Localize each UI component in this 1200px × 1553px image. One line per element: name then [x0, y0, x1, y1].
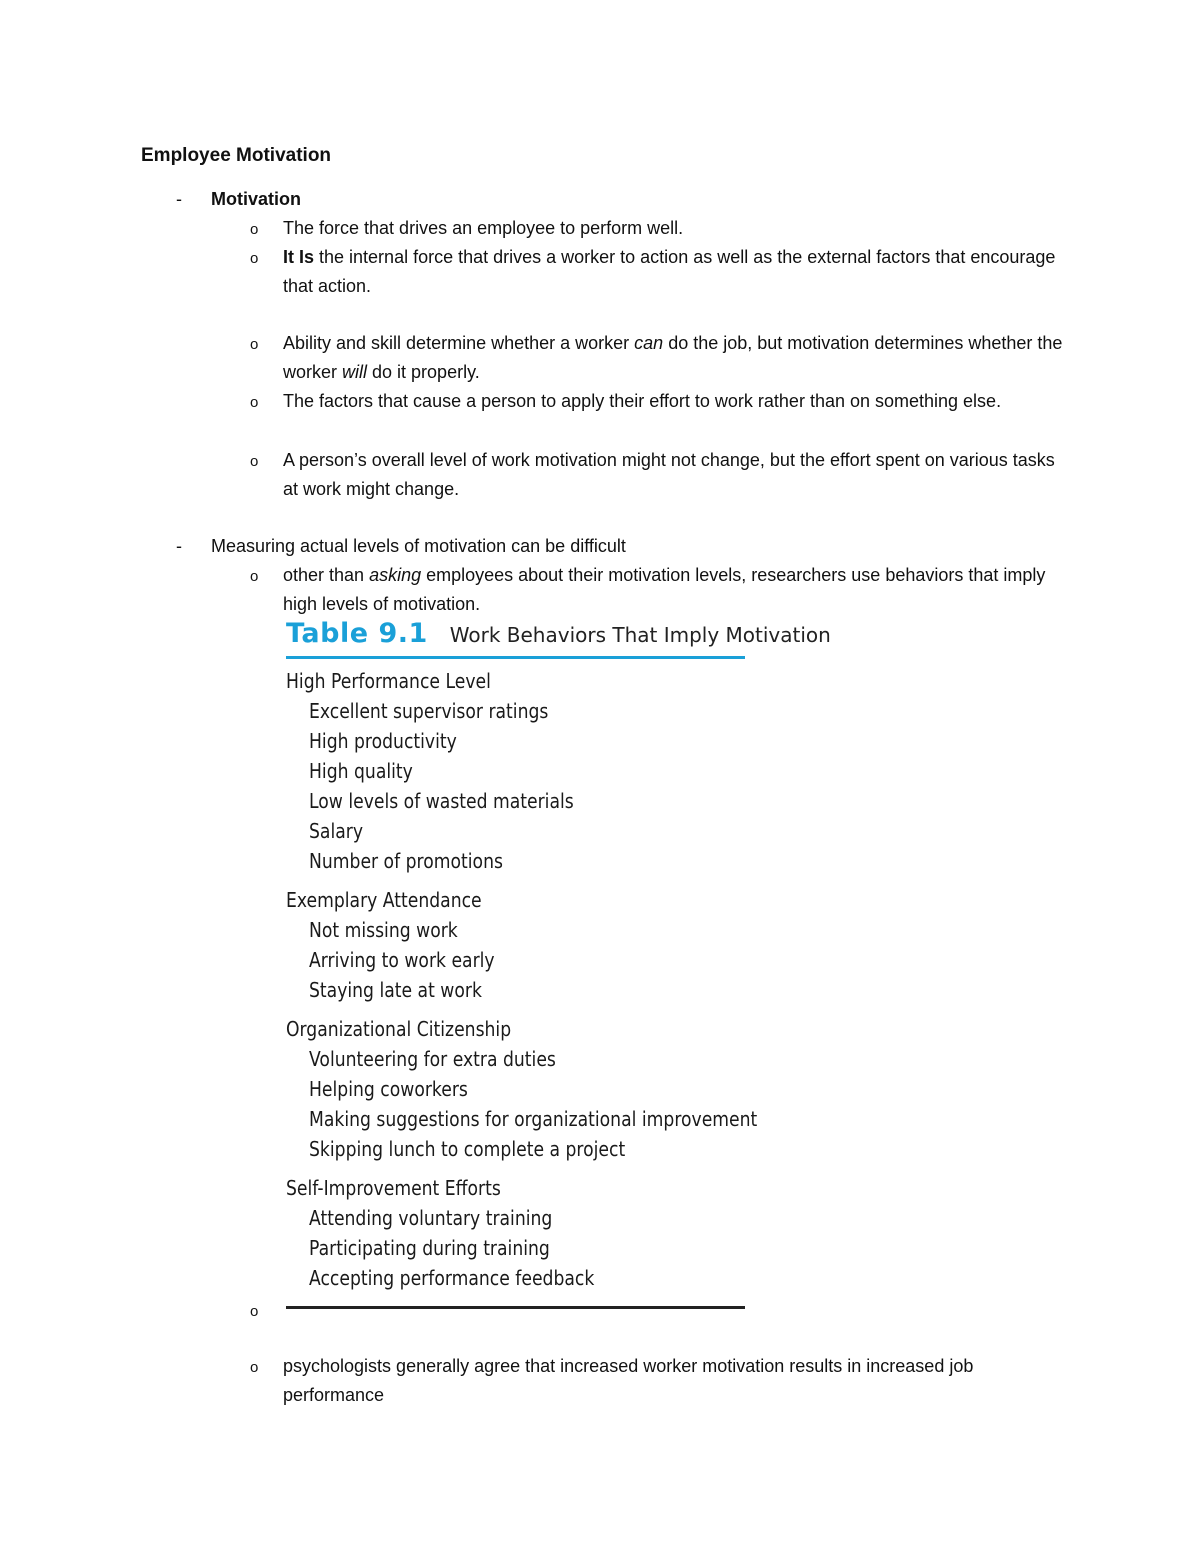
table-item: Number of promotions	[309, 849, 503, 873]
bullet-marker: o	[250, 221, 259, 238]
emphasis-text: will	[342, 362, 368, 382]
table-bottom-rule	[286, 1306, 745, 1309]
bullet-marker: o	[250, 453, 259, 470]
table-category: Organizational Citizenship	[286, 1017, 512, 1041]
table-item: Not missing work	[309, 918, 458, 942]
text-segment: other than	[283, 565, 370, 585]
bold-prefix: It Is	[283, 247, 315, 267]
table-title: Work Behaviors That Imply Motivation	[449, 623, 831, 647]
table-item: Salary	[309, 819, 364, 843]
text-segment: do it properly.	[367, 362, 480, 382]
table-item: Excellent supervisor ratings	[309, 699, 549, 723]
emphasis-text: asking	[369, 565, 422, 585]
bullet-marker: o	[250, 568, 259, 585]
text-segment: do the job, but motivation determines whether the worker	[283, 333, 1063, 382]
table-top-rule	[286, 656, 745, 659]
emphasis-text: can	[634, 333, 664, 353]
bullet-marker: o	[250, 394, 259, 411]
table-category: High Performance Level	[286, 669, 491, 693]
bullet-text	[283, 329, 1063, 387]
table-item: Attending voluntary training	[309, 1206, 553, 1230]
table-caption	[286, 618, 831, 654]
table-item: Arriving to work early	[309, 948, 495, 972]
bullet-text: psychologists generally agree that increased worker motivation results in increased job performance	[283, 1356, 974, 1405]
bullet-text	[283, 243, 1063, 301]
bullet-marker: o	[250, 1303, 259, 1320]
table-item: Skipping lunch to complete a project	[309, 1137, 626, 1161]
table-item: Making suggestions for organizational improvement	[309, 1107, 758, 1131]
table-item: Low levels of wasted materials	[309, 789, 574, 813]
table-item: Volunteering for extra duties	[309, 1047, 556, 1071]
dash-marker: -	[176, 189, 182, 209]
table-item: Accepting performance feedback	[309, 1266, 595, 1290]
dash-marker: -	[176, 536, 182, 556]
bullet-marker: o	[250, 1359, 259, 1376]
table-item: High productivity	[309, 729, 457, 753]
bullet-marker: o	[250, 336, 259, 353]
table-item: Helping coworkers	[309, 1077, 468, 1101]
table-item: Participating during training	[309, 1236, 550, 1260]
table-category: Self-Improvement Efforts	[286, 1176, 501, 1200]
table-number: Table 9.1	[286, 618, 428, 649]
table-item: Staying late at work	[309, 978, 482, 1002]
document-title: Employee Motivation	[141, 145, 332, 166]
table-item: High quality	[309, 759, 413, 783]
bullet-text: A person’s overall level of work motivation might not change, but the effort spent on various tasks at work might change.	[283, 450, 1055, 499]
table-category: Exemplary Attendance	[286, 888, 482, 912]
text-segment: Ability and skill determine whether a worker	[283, 333, 635, 353]
bullet-text: The force that drives an employee to perform well.	[283, 218, 684, 238]
section-heading-measuring: Measuring actual levels of motivation can be difficult	[211, 536, 626, 556]
table-figure	[286, 618, 831, 1313]
bullet-text-rest: the internal force that drives a worker to action as well as the external factors that encourage that action.	[283, 247, 1056, 296]
text-segment: employees about their motivation levels, researchers use behaviors that imply high levels of motivation.	[283, 565, 1046, 614]
bullet-marker: o	[250, 250, 259, 267]
bullet-text: The factors that cause a person to apply their effort to work rather than on something else.	[283, 391, 1002, 411]
bullet-text	[283, 561, 1063, 619]
section-heading-motivation: Motivation	[211, 189, 301, 209]
